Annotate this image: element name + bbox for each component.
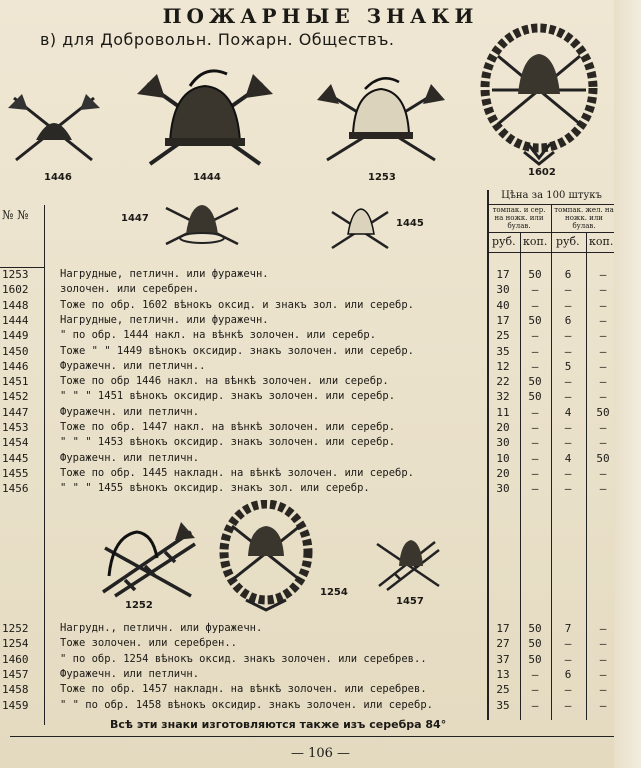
price-cell: — bbox=[531, 482, 539, 496]
item-description: Тоже по обр. 1602 вѣнокъ оксид. и знакъ зол. или серебр. bbox=[60, 298, 415, 311]
price-cell: 50 bbox=[528, 268, 542, 281]
price-cell: — bbox=[531, 283, 539, 297]
bottom-rule bbox=[10, 736, 620, 737]
figure-number: 1444 bbox=[193, 172, 221, 183]
price-cell: 22 bbox=[496, 375, 510, 389]
item-code: 1449 bbox=[2, 329, 29, 343]
price-cell: — bbox=[564, 652, 572, 666]
page-subtitle: в) для Добровольн. Пожарн. Обществъ. bbox=[40, 30, 395, 49]
price-cell: 35 bbox=[496, 698, 510, 712]
price-cell: — bbox=[599, 683, 607, 697]
badge-1602-illustration bbox=[478, 16, 600, 166]
item-description: Тоже золочен. или серебрен.. bbox=[60, 637, 238, 650]
item-code: 1451 bbox=[2, 375, 29, 389]
price-cell: — bbox=[564, 329, 572, 343]
price-cell: — bbox=[531, 344, 539, 358]
item-description: Нагрудные, петличн. или фуражечн. bbox=[60, 313, 269, 326]
item-description: " " " 1455 вѣнокъ оксидир. знакъ зол. или серебр. bbox=[60, 482, 370, 495]
item-code: 1450 bbox=[2, 344, 29, 358]
item-code: 1460 bbox=[2, 652, 29, 666]
code-column-label: № № bbox=[2, 208, 29, 222]
price-cell: — bbox=[599, 652, 607, 666]
price-cell: 50 bbox=[528, 390, 542, 404]
price-cell: — bbox=[531, 359, 539, 373]
price-cell: — bbox=[531, 698, 539, 712]
footer-note: Всѣ эти знаки изготовляются также изъ серебра 84° bbox=[110, 718, 447, 731]
badge-1254-illustration bbox=[218, 500, 314, 616]
price-cell: 50 bbox=[596, 451, 610, 465]
item-code: 1446 bbox=[2, 359, 29, 373]
price-cell: — bbox=[531, 329, 539, 343]
badge-1457-illustration bbox=[373, 530, 443, 592]
price-cell: 30 bbox=[496, 283, 510, 297]
item-description: " " " 1453 вѣнокъ оксидир. знакъ золочен. или серебр. bbox=[60, 436, 396, 449]
price-cell: — bbox=[564, 482, 572, 496]
price-cell: — bbox=[599, 390, 607, 404]
price-cell: 50 bbox=[528, 313, 542, 327]
unit-kop-1: коп. bbox=[523, 235, 548, 248]
item-code: 1457 bbox=[2, 667, 29, 681]
price-cell: — bbox=[564, 421, 572, 434]
price-cell: 12 bbox=[496, 359, 510, 373]
price-cell: — bbox=[564, 375, 572, 389]
price-cell: 7 bbox=[564, 622, 572, 635]
price-col1-label: томпак. и сер. на ножк. или булав. bbox=[492, 206, 546, 230]
item-description: Тоже по обр 1446 накл. на вѣнкѣ золочен. или серебр. bbox=[60, 375, 389, 388]
price-cell: 32 bbox=[496, 390, 510, 404]
item-code: 1448 bbox=[2, 298, 29, 312]
price-cell: — bbox=[599, 436, 607, 450]
price-cell: 27 bbox=[496, 637, 510, 651]
price-cell: — bbox=[599, 622, 607, 635]
price-cell: — bbox=[599, 421, 607, 434]
price-cell: 17 bbox=[496, 313, 510, 327]
item-description: Нагрудные, петличн. или фуражечн. bbox=[60, 268, 269, 280]
price-cell: — bbox=[564, 283, 572, 297]
price-cell: — bbox=[531, 451, 539, 465]
badge-1446-illustration bbox=[4, 88, 104, 168]
item-description: Фуражечн. или петличн. bbox=[60, 405, 200, 418]
price-cell: — bbox=[599, 298, 607, 312]
price-cell: — bbox=[564, 436, 572, 450]
price-cell: — bbox=[531, 436, 539, 450]
price-cell: — bbox=[599, 466, 607, 480]
figure-number: 1457 bbox=[396, 596, 424, 607]
price-divider bbox=[520, 232, 521, 720]
price-cell: — bbox=[599, 482, 607, 496]
price-cell: — bbox=[599, 313, 607, 327]
item-description: " по обр. 1254 вѣнокъ оксид. знакъ золочен. или серебрев.. bbox=[60, 652, 427, 665]
item-description: Тоже по обр. 1457 накладн. на вѣнкѣ золочен. или серебрев. bbox=[60, 683, 427, 696]
price-cell: 50 bbox=[528, 375, 542, 389]
price-divider bbox=[586, 232, 587, 720]
badge-1447-illustration bbox=[160, 198, 244, 248]
price-cell: — bbox=[564, 637, 572, 651]
item-description: Тоже по обр. 1445 накладн. на вѣнкѣ золочен. или серебр. bbox=[60, 466, 415, 479]
badge-1445-illustration bbox=[326, 204, 396, 252]
badge-1253-illustration bbox=[315, 74, 447, 166]
price-cell: 13 bbox=[496, 667, 510, 681]
item-description: " " " 1451 вѣнокъ оксидир. знакъ золочен. или серебр. bbox=[60, 390, 396, 403]
unit-kop-2: коп. bbox=[589, 235, 614, 248]
price-cell: 30 bbox=[496, 436, 510, 450]
item-description: Нагрудн., петличн. или фуражечн. bbox=[60, 622, 263, 634]
price-cell: — bbox=[599, 283, 607, 297]
price-cell: — bbox=[599, 637, 607, 651]
price-cell: 6 bbox=[564, 313, 572, 327]
figure-number: 1253 bbox=[368, 172, 396, 183]
figure-number: 1446 bbox=[44, 172, 72, 183]
item-code: 1445 bbox=[2, 451, 29, 465]
page-number: — 106 — bbox=[290, 746, 351, 761]
price-cell: 40 bbox=[496, 298, 510, 312]
item-code: 1453 bbox=[2, 421, 29, 434]
price-cell: — bbox=[564, 698, 572, 712]
item-description: " по обр. 1444 накл. на вѣнкѣ золочен. или серебр. bbox=[60, 329, 377, 342]
price-cell: — bbox=[531, 466, 539, 480]
price-cell: — bbox=[531, 667, 539, 681]
item-code: 1455 bbox=[2, 466, 29, 480]
price-cell: — bbox=[599, 268, 607, 281]
price-cell: 17 bbox=[496, 268, 510, 281]
figure-number: 1602 bbox=[528, 167, 556, 178]
price-cell: 20 bbox=[496, 421, 510, 434]
item-description: Фуражечн. или петличн. bbox=[60, 451, 200, 464]
figure-number: 1445 bbox=[396, 218, 424, 229]
price-cell: 11 bbox=[496, 405, 510, 419]
figure-number: 1254 bbox=[320, 587, 348, 598]
price-cell: 25 bbox=[496, 683, 510, 697]
price-cell: — bbox=[599, 698, 607, 712]
price-cell: 4 bbox=[564, 451, 572, 465]
price-table-title: Цѣна за 100 штукъ bbox=[487, 190, 616, 205]
price-cell: — bbox=[531, 298, 539, 312]
price-divider bbox=[551, 204, 552, 720]
item-description: Тоже " " 1449 вѣнокъ оксидир. знакъ золочен. или серебр. bbox=[60, 344, 415, 357]
price-cell: — bbox=[599, 667, 607, 681]
figure-number: 1447 bbox=[121, 213, 149, 224]
price-cell: 6 bbox=[564, 667, 572, 681]
price-cell: 25 bbox=[496, 329, 510, 343]
price-cell: 37 bbox=[496, 652, 510, 666]
price-cell: — bbox=[599, 359, 607, 373]
price-col2-label: томпак. жел. на ножк. или булав. bbox=[554, 206, 614, 230]
price-cell: — bbox=[531, 405, 539, 419]
price-cell: — bbox=[564, 683, 572, 697]
price-cell: 17 bbox=[496, 622, 510, 635]
item-description: " " по обр. 1458 вѣнокъ оксидир. знакъ золочен. или серебр. bbox=[60, 698, 433, 711]
page-title: ПОЖАРНЫЕ ЗНАКИ bbox=[162, 4, 479, 28]
item-code: 1444 bbox=[2, 313, 29, 327]
unit-rub-2: руб. bbox=[556, 235, 580, 248]
item-description: Фуражечн. или петличн.. bbox=[60, 359, 206, 372]
item-description: золочен. или серебрен. bbox=[60, 283, 200, 296]
price-cell: — bbox=[564, 344, 572, 358]
price-cell: — bbox=[599, 329, 607, 343]
item-code: 1602 bbox=[2, 283, 29, 297]
price-cell: 50 bbox=[596, 405, 610, 419]
price-cell: 20 bbox=[496, 466, 510, 480]
price-cell: — bbox=[599, 344, 607, 358]
price-cell: 5 bbox=[564, 359, 572, 373]
item-code: 1447 bbox=[2, 405, 29, 419]
item-code: 1254 bbox=[2, 637, 29, 651]
price-cell: 50 bbox=[528, 652, 542, 666]
price-cell: — bbox=[599, 375, 607, 389]
price-cell: — bbox=[564, 466, 572, 480]
item-code: 1459 bbox=[2, 698, 29, 712]
price-cell: 6 bbox=[564, 268, 572, 281]
price-cell: — bbox=[564, 390, 572, 404]
item-description: Фуражечн. или петличн. bbox=[60, 667, 200, 680]
page-edge bbox=[614, 0, 641, 768]
price-cell: 50 bbox=[528, 637, 542, 651]
figure-number: 1252 bbox=[125, 600, 153, 611]
price-cell: — bbox=[531, 683, 539, 697]
badge-1444-illustration bbox=[135, 64, 275, 169]
item-description: Тоже по обр. 1447 накл. на вѣнкѣ золочен. или серебр. bbox=[60, 421, 396, 433]
price-cell: 50 bbox=[528, 622, 542, 635]
price-cell: 4 bbox=[564, 405, 572, 419]
item-code: 1252 bbox=[2, 622, 29, 635]
item-code: 1458 bbox=[2, 683, 29, 697]
price-cell: — bbox=[564, 298, 572, 312]
price-cell: 35 bbox=[496, 344, 510, 358]
item-code: 1454 bbox=[2, 436, 29, 450]
price-cell: — bbox=[531, 421, 539, 434]
item-code: 1253 bbox=[2, 268, 29, 281]
item-code: 1456 bbox=[2, 482, 29, 496]
item-code: 1452 bbox=[2, 390, 29, 404]
unit-rub-1: руб. bbox=[492, 235, 516, 248]
badge-1252-illustration bbox=[95, 518, 199, 600]
price-cell: 10 bbox=[496, 451, 510, 465]
price-cell: 30 bbox=[496, 482, 510, 496]
